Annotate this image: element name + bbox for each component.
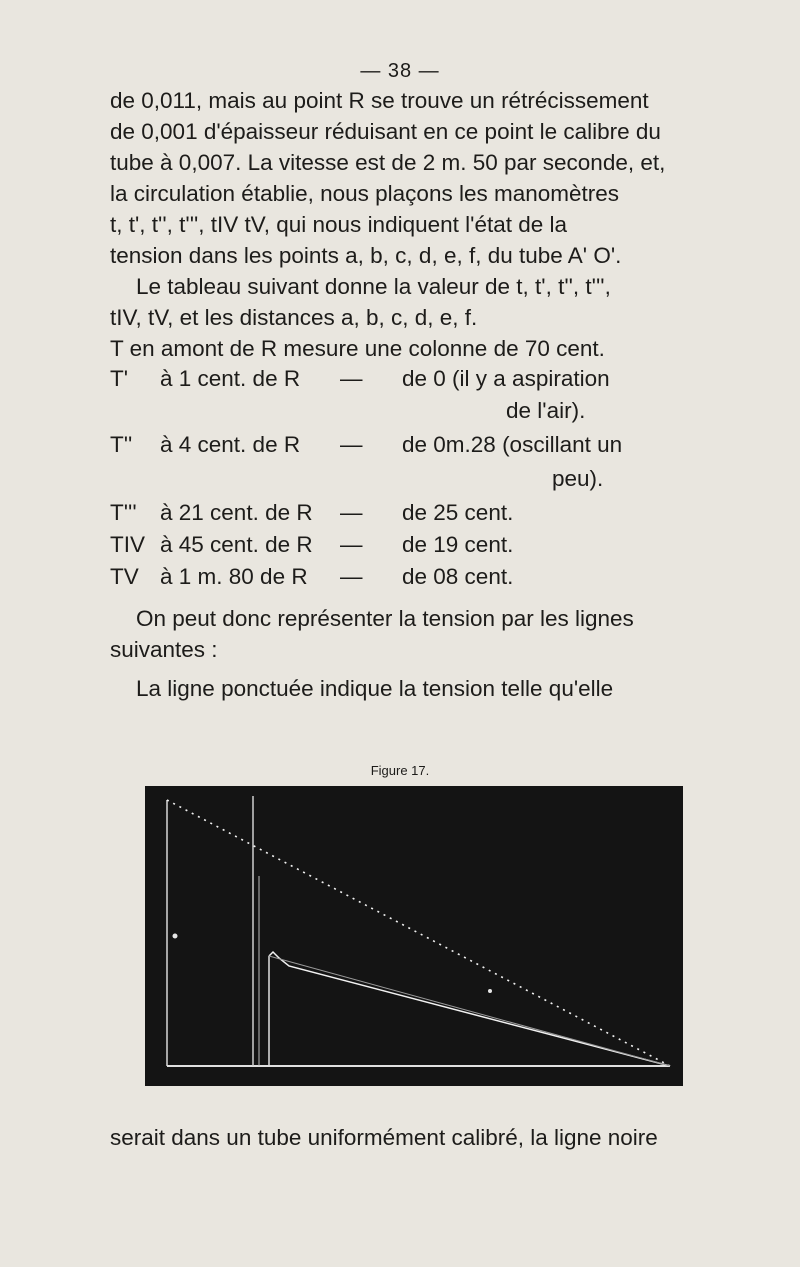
text-line: T en amont de R mesure une colonne de 70 cent. (110, 336, 605, 361)
text-line: On peut donc représenter la tension par les lignes (136, 606, 634, 631)
value-continuation: de l'air). (506, 398, 586, 423)
dash-cell: — (340, 532, 363, 557)
paragraph-2 (110, 271, 728, 364)
text-line: suivantes : (110, 637, 218, 662)
dash-cell: — (340, 500, 363, 525)
position-cell: à 1 m. 80 de R (160, 564, 308, 589)
point-marker (173, 934, 178, 939)
paragraph-3 (110, 603, 728, 704)
paragraph-1 (110, 85, 728, 271)
bottom-line: serait dans un tube uniformément calibré, la ligne noire (110, 1125, 658, 1150)
manometer-label: TV (110, 564, 139, 589)
table-row (110, 500, 730, 530)
text-line: Le tableau suivant donne la valeur de t, t', t'', t''', (136, 274, 611, 299)
page-number-header: — 38 — (360, 60, 440, 82)
table-row (110, 432, 730, 462)
value-cell: de 19 cent. (402, 532, 514, 557)
point-marker (488, 989, 492, 993)
text-line: tIV, tV, et les distances a, b, c, d, e, f. (110, 305, 478, 330)
figure-caption: Figure 17. (370, 763, 430, 778)
position-cell: à 1 cent. de R (160, 366, 301, 391)
text-line: La ligne ponctuée indique la tension telle qu'elle (136, 676, 614, 701)
text-line: tube à 0,007. La vitesse est de 2 m. 50 par seconde, et, (110, 150, 666, 175)
value-cell: de 08 cent. (402, 564, 514, 589)
text-line: t, t', t'', t''', tIV tV, qui nous indiquent l'état de la (110, 212, 568, 237)
manometer-label: T' (110, 366, 129, 391)
text-line: la circulation établie, nous plaçons les manomètres (110, 181, 620, 206)
manometer-label: T'' (110, 432, 133, 457)
position-cell: à 21 cent. de R (160, 500, 313, 525)
value-cell: de 0 (il y a aspiration (402, 366, 610, 391)
value-cell: de 25 cent. (402, 500, 514, 525)
position-cell: à 4 cent. de R (160, 432, 301, 457)
manometer-label: T''' (110, 500, 137, 525)
value-cell: de 0m.28 (oscillant un (402, 432, 623, 457)
manometer-label: TIV (110, 532, 146, 557)
position-cell: à 45 cent. de R (160, 532, 313, 557)
dash-cell: — (340, 564, 363, 589)
tension-figure (145, 786, 683, 1086)
value-continuation: peu). (552, 466, 604, 491)
dash-cell: — (340, 432, 363, 457)
text-line: de 0,001 d'épaisseur réduisant en ce point le calibre du (110, 119, 661, 144)
text-line: tension dans les points a, b, c, d, e, f, du tube A' O'. (110, 243, 622, 268)
table-row (110, 366, 730, 396)
text-line: de 0,011, mais au point R se trouve un rétrécissement (110, 88, 649, 113)
figure-background (145, 786, 683, 1086)
table-row (110, 564, 730, 594)
table-row (110, 532, 730, 562)
dash-cell: — (340, 366, 363, 391)
